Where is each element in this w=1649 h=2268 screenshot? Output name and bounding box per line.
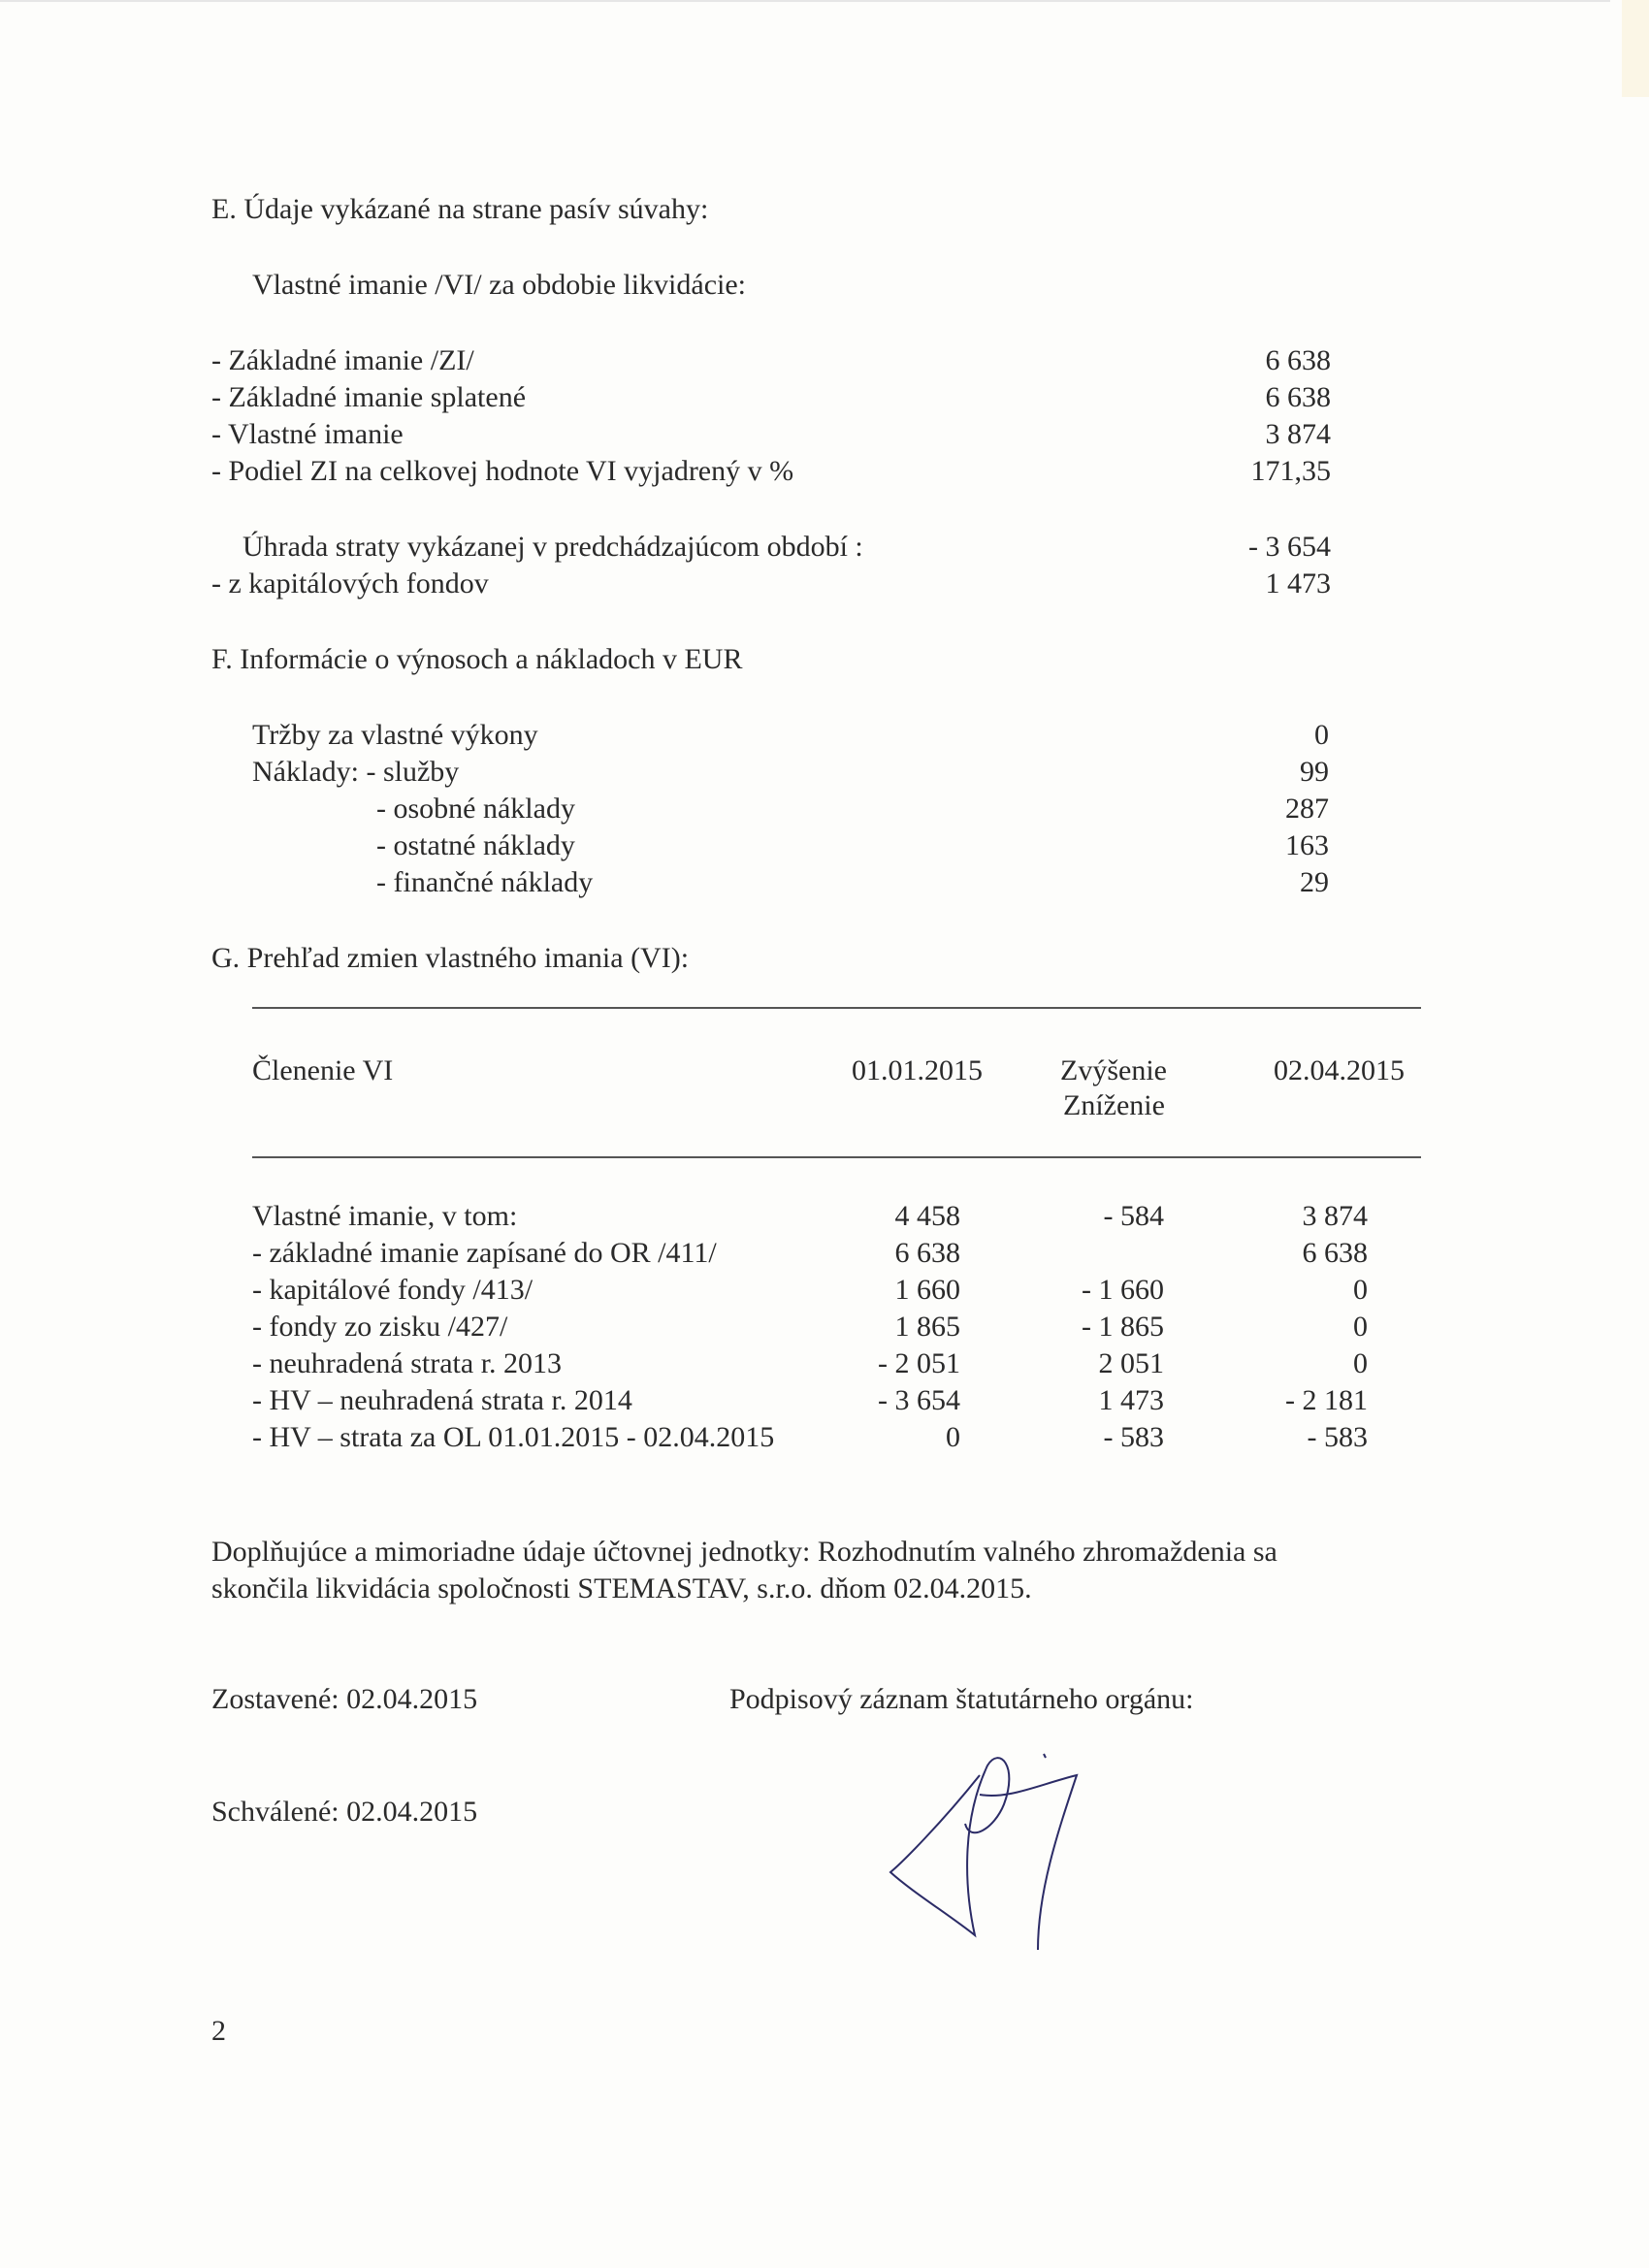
f-row-value: 163 bbox=[1285, 829, 1329, 861]
g-row-label: - HV – strata za OL 01.01.2015 - 02.04.2015 bbox=[252, 1421, 775, 1453]
e-row-label: - Základné imanie /ZI/ bbox=[211, 344, 474, 376]
f-row-label: Náklady: - služby bbox=[252, 756, 460, 788]
loss-value: - 3 654 bbox=[1248, 531, 1331, 563]
g-row-end: 0 bbox=[1353, 1311, 1368, 1343]
g-row-end: 6 638 bbox=[1302, 1237, 1368, 1269]
g-row-start: 1 660 bbox=[894, 1274, 960, 1306]
compiled-date: Zostavené: 02.04.2015 bbox=[211, 1683, 478, 1715]
g-row-start: 4 458 bbox=[894, 1200, 960, 1232]
g-row-label: - základné imanie zapísané do OR /411/ bbox=[252, 1237, 717, 1269]
f-row-label: - ostatné náklady bbox=[376, 829, 575, 861]
approved-date: Schválené: 02.04.2015 bbox=[211, 1796, 478, 1828]
g-row-start: 6 638 bbox=[894, 1237, 960, 1269]
e-row-value: 3 874 bbox=[1265, 418, 1331, 450]
loss-row-value: 1 473 bbox=[1265, 567, 1331, 599]
g-row-end: - 583 bbox=[1307, 1421, 1368, 1453]
loss-heading: Úhrada straty vykázanej v predchádzajúcom období : bbox=[242, 531, 863, 563]
col-header-end: 02.04.2015 bbox=[1274, 1054, 1405, 1086]
f-row-value: 287 bbox=[1285, 793, 1329, 825]
page-edge-tint bbox=[1622, 0, 1649, 97]
g-row-end: 3 874 bbox=[1302, 1200, 1368, 1232]
f-row-label: - finančné náklady bbox=[376, 866, 594, 898]
g-row-change: - 1 660 bbox=[1082, 1274, 1164, 1306]
signature-mark bbox=[873, 1746, 1125, 1960]
f-row-label: - osobné náklady bbox=[376, 793, 575, 825]
g-row-label: - kapitálové fondy /413/ bbox=[252, 1274, 534, 1306]
section-f-heading: F. Informácie o výnosoch a nákladoch v EUR bbox=[211, 643, 743, 675]
top-edge-line bbox=[0, 0, 1610, 2]
table-top-rule bbox=[252, 1007, 1421, 1009]
col-header-label: Členenie VI bbox=[252, 1054, 394, 1086]
page-number: 2 bbox=[211, 2015, 226, 2047]
e-row-label: - Základné imanie splatené bbox=[211, 381, 527, 413]
g-row-end: 0 bbox=[1353, 1347, 1368, 1379]
f-row-value: 29 bbox=[1300, 866, 1329, 898]
col-header-change-2: Zníženie bbox=[1063, 1089, 1165, 1121]
notes-line-2: skončila likvidácia spoločnosti STEMASTAV, s.r.o. dňom 02.04.2015. bbox=[211, 1572, 1032, 1604]
g-row-label: - HV – neuhradená strata r. 2014 bbox=[252, 1384, 632, 1416]
signature-label: Podpisový záznam štatutárneho orgánu: bbox=[729, 1683, 1194, 1715]
g-row-start: - 2 051 bbox=[878, 1347, 960, 1379]
e-row-label: - Podiel ZI na celkovej hodnote VI vyjadrený v % bbox=[211, 455, 794, 487]
g-row-end: 0 bbox=[1353, 1274, 1368, 1306]
e-row-value: 171,35 bbox=[1250, 455, 1331, 487]
g-row-start: 1 865 bbox=[894, 1311, 960, 1343]
g-row-label: - neuhradená strata r. 2013 bbox=[252, 1347, 563, 1379]
col-header-start: 01.01.2015 bbox=[852, 1054, 983, 1086]
notes-line-1: Doplňujúce a mimoriadne údaje účtovnej jednotky: Rozhodnutím valného zhromaždenia sa bbox=[211, 1536, 1277, 1568]
loss-row-label: - z kapitálových fondov bbox=[211, 567, 489, 599]
g-row-change: 1 473 bbox=[1098, 1384, 1164, 1416]
g-row-change: - 583 bbox=[1103, 1421, 1164, 1453]
section-g-heading: G. Prehľad zmien vlastného imania (VI): bbox=[211, 942, 690, 974]
g-row-change: 2 051 bbox=[1098, 1347, 1164, 1379]
f-row-value: 0 bbox=[1314, 719, 1329, 751]
g-row-label: - fondy zo zisku /427/ bbox=[252, 1311, 508, 1343]
g-row-label: Vlastné imanie, v tom: bbox=[252, 1200, 518, 1232]
f-row-value: 99 bbox=[1300, 756, 1329, 788]
g-row-change: - 584 bbox=[1103, 1200, 1164, 1232]
g-row-end: - 2 181 bbox=[1285, 1384, 1368, 1416]
f-row-label: Tržby za vlastné výkony bbox=[252, 719, 538, 751]
col-header-change-1: Zvýšenie bbox=[1060, 1054, 1167, 1086]
g-row-start: 0 bbox=[946, 1421, 960, 1453]
e-row-value: 6 638 bbox=[1265, 381, 1331, 413]
g-row-change: - 1 865 bbox=[1082, 1311, 1164, 1343]
e-row-label: - Vlastné imanie bbox=[211, 418, 404, 450]
g-row-start: - 3 654 bbox=[878, 1384, 960, 1416]
table-header-rule bbox=[252, 1156, 1421, 1158]
section-e-heading: E. Údaje vykázané na strane pasív súvahy: bbox=[211, 193, 709, 225]
section-e-subheading: Vlastné imanie /VI/ za obdobie likvidácie: bbox=[252, 269, 747, 301]
e-row-value: 6 638 bbox=[1265, 344, 1331, 376]
